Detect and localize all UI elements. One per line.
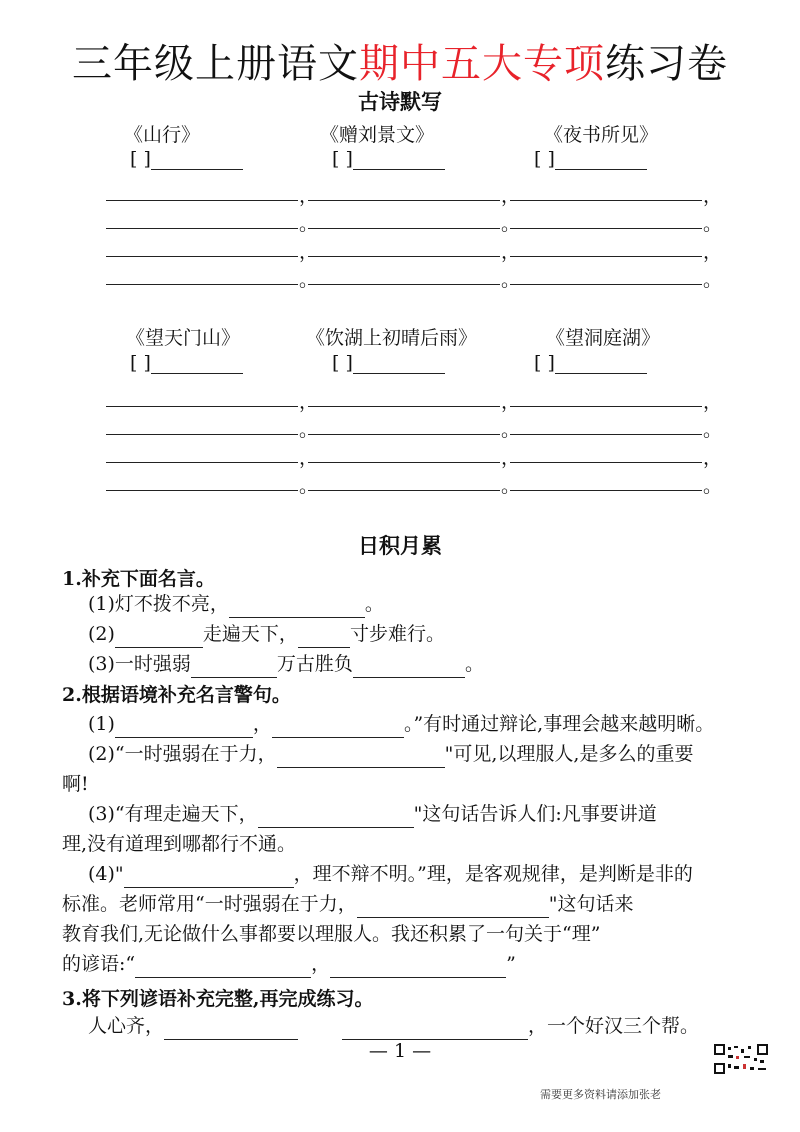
poem-title: 《山行》	[124, 124, 201, 146]
poem-writing-line[interactable]	[308, 490, 500, 491]
author-blank[interactable]	[353, 353, 445, 374]
question-1-c: (3)一时强弱 万古胜负 。	[88, 650, 484, 678]
answer-blank[interactable]	[124, 867, 294, 888]
qr-code-icon	[714, 1044, 768, 1074]
period-mark: 。	[703, 419, 723, 441]
poem-writing-line[interactable]	[106, 284, 298, 285]
dynasty-bracket[interactable]: [ ]	[534, 352, 647, 374]
poem-writing-line[interactable]	[510, 200, 702, 201]
poem-writing-line[interactable]	[510, 406, 702, 407]
period-mark: 。	[703, 475, 723, 497]
poem-title: 《望天门山》	[126, 327, 241, 349]
poem-writing-line[interactable]	[510, 284, 702, 285]
answer-blank[interactable]	[258, 807, 414, 828]
question-2-b: (2)“一时强弱在于力， "可见,以理服人,是多么的重要	[88, 740, 693, 768]
period-mark: 。	[501, 213, 521, 235]
poem-writing-line[interactable]	[510, 434, 702, 435]
poem-writing-line[interactable]	[106, 256, 298, 257]
page-number: — 1 —	[368, 1040, 432, 1062]
section-heading-poem-dictation: 古诗默写	[358, 89, 442, 114]
period-mark: 。	[703, 213, 723, 235]
question-2-d-cont1: 标准。老师常用“一时强弱在于力， "这句话来	[62, 890, 633, 918]
period-mark: 。	[299, 213, 319, 235]
comma-mark: ，	[299, 391, 319, 413]
question-2-d-cont3: 的谚语:“ ， ”	[62, 950, 516, 978]
answer-blank[interactable]	[353, 657, 465, 678]
answer-blank[interactable]	[342, 1019, 528, 1040]
poem-writing-line[interactable]	[106, 406, 298, 407]
comma-mark: ，	[299, 241, 319, 263]
comma-mark: ，	[703, 241, 723, 263]
poem-writing-line[interactable]	[106, 490, 298, 491]
answer-blank[interactable]	[277, 747, 445, 768]
question-1-a: (1)灯不拨不亮， 。	[88, 590, 384, 618]
question-2-d: (4)" ，理不辩不明。”理，是客观规律，是判断是非的	[88, 860, 693, 888]
question-2-b-cont: 啊!	[62, 773, 89, 795]
question-3-a: 人心齐， ，一个好汉三个帮。	[88, 1012, 699, 1040]
title-part-1: 三年级上册语文	[72, 41, 359, 87]
period-mark: 。	[501, 419, 521, 441]
poem-writing-line[interactable]	[308, 228, 500, 229]
author-blank[interactable]	[151, 149, 243, 170]
answer-blank[interactable]	[298, 627, 350, 648]
answer-blank[interactable]	[229, 597, 365, 618]
answer-blank[interactable]	[272, 717, 404, 738]
comma-mark: ，	[501, 447, 521, 469]
question-2-title: 2.根据语境补充名言警句。	[62, 684, 291, 706]
title-part-3: 练习卷	[605, 41, 728, 87]
period-mark: 。	[299, 475, 319, 497]
poem-title: 《夜书所见》	[544, 124, 659, 146]
comma-mark: ，	[299, 185, 319, 207]
answer-blank[interactable]	[115, 627, 203, 648]
section-heading-daily-accumulation: 日积月累	[358, 533, 442, 558]
comma-mark: ，	[501, 185, 521, 207]
footer-note: 需要更多资料请添加张老	[540, 1088, 661, 1101]
poem-writing-line[interactable]	[308, 256, 500, 257]
author-blank[interactable]	[555, 353, 647, 374]
poem-writing-line[interactable]	[308, 200, 500, 201]
title-part-2-highlight: 期中五大专项	[359, 41, 605, 87]
poem-title: 《饮湖上初晴后雨》	[306, 327, 478, 349]
comma-mark: ，	[703, 391, 723, 413]
poem-writing-line[interactable]	[308, 434, 500, 435]
question-3-title: 3.将下列谚语补充完整,再完成练习。	[62, 988, 374, 1010]
poem-writing-line[interactable]	[308, 462, 500, 463]
answer-blank[interactable]	[164, 1019, 298, 1040]
author-blank[interactable]	[353, 149, 445, 170]
poem-title: 《赠刘景文》	[320, 124, 435, 146]
poem-writing-line[interactable]	[106, 434, 298, 435]
poem-writing-line[interactable]	[106, 200, 298, 201]
answer-blank[interactable]	[357, 897, 549, 918]
answer-blank[interactable]	[115, 717, 253, 738]
answer-blank[interactable]	[330, 957, 506, 978]
period-mark: 。	[501, 269, 521, 291]
comma-mark: ，	[299, 447, 319, 469]
period-mark: 。	[299, 269, 319, 291]
poem-writing-line[interactable]	[308, 406, 500, 407]
question-2-a: (1) ， 。”有时通过辩论,事理会越来越明晰。	[88, 710, 714, 738]
page-title	[0, 32, 800, 89]
comma-mark: ，	[501, 391, 521, 413]
question-2-c: (3)“有理走遍天下， "这句话告诉人们:凡事要讲道	[88, 800, 657, 828]
poem-writing-line[interactable]	[106, 228, 298, 229]
author-blank[interactable]	[555, 149, 647, 170]
poem-title: 《望洞庭湖》	[546, 327, 661, 349]
poem-writing-line[interactable]	[106, 462, 298, 463]
dynasty-bracket[interactable]: [ ]	[332, 352, 445, 374]
author-blank[interactable]	[151, 353, 243, 374]
poem-writing-line[interactable]	[308, 284, 500, 285]
answer-blank[interactable]	[191, 657, 277, 678]
question-1-b: (2) 走遍天下， 寸步难行。	[88, 620, 445, 648]
question-2-c-cont: 理,没有道理到哪都行不通。	[62, 833, 297, 855]
poem-writing-line[interactable]	[510, 256, 702, 257]
dynasty-bracket[interactable]: [ ]	[130, 352, 243, 374]
dynasty-bracket[interactable]: [ ]	[332, 148, 445, 170]
comma-mark: ，	[703, 447, 723, 469]
poem-writing-line[interactable]	[510, 228, 702, 229]
period-mark: 。	[299, 419, 319, 441]
poem-writing-line[interactable]	[510, 490, 702, 491]
comma-mark: ，	[501, 241, 521, 263]
period-mark: 。	[501, 475, 521, 497]
question-2-d-cont2: 教育我们,无论做什么事都要以理服人。我还积累了一句关于“理”	[62, 923, 601, 945]
comma-mark: ，	[703, 185, 723, 207]
question-1-title: 1.补充下面名言。	[62, 568, 215, 590]
answer-blank[interactable]	[135, 957, 311, 978]
dynasty-bracket[interactable]: [ ]	[130, 148, 243, 170]
period-mark: 。	[703, 269, 723, 291]
dynasty-bracket[interactable]: [ ]	[534, 148, 647, 170]
poem-writing-line[interactable]	[510, 462, 702, 463]
